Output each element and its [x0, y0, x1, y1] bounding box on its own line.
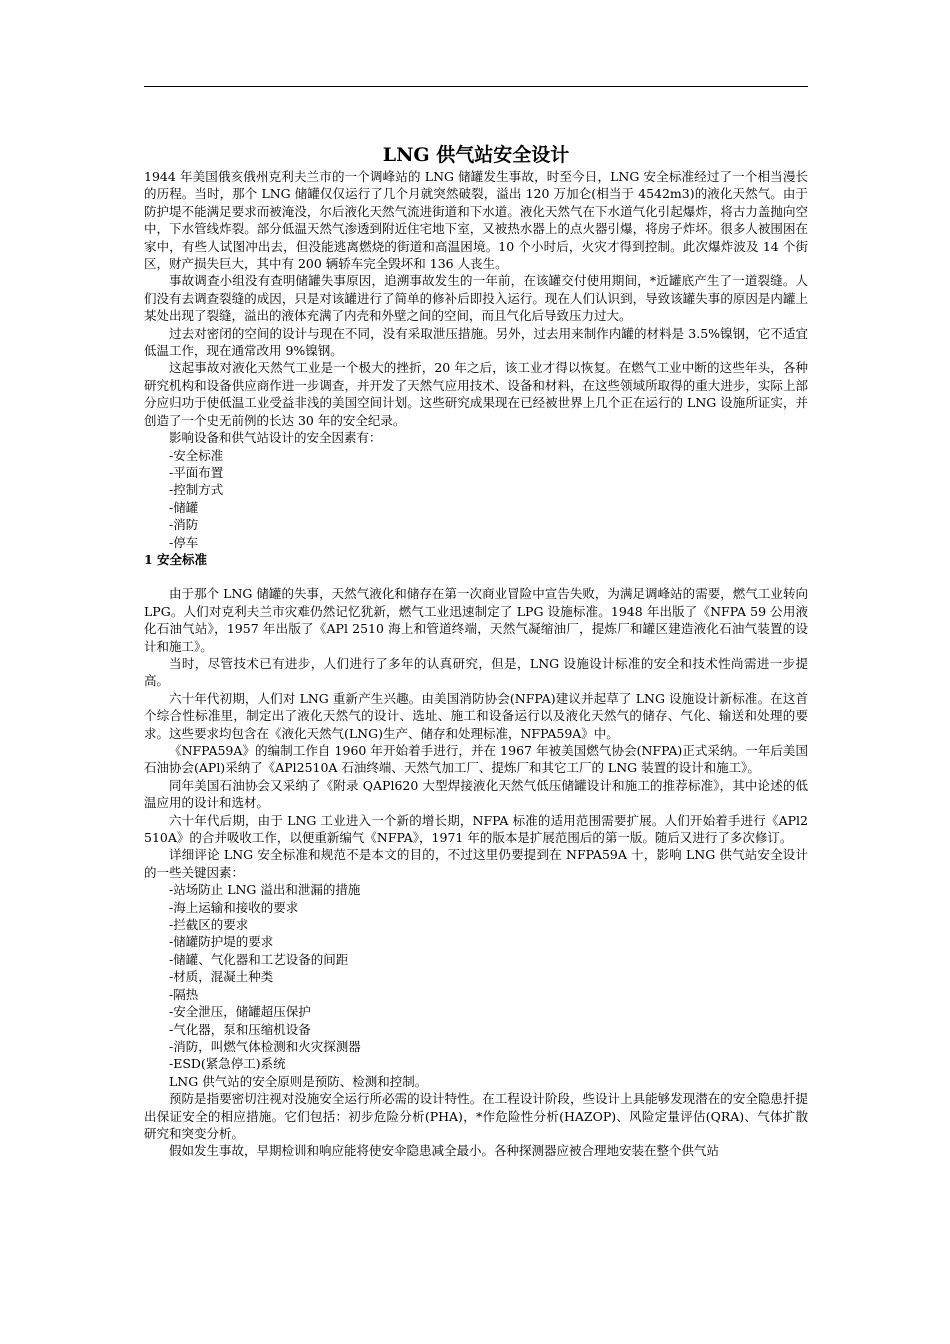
- section-paragraph-5: 同年美国石油协会又采纳了《附录 QAPl620 大型焊接液化天然气低压储罐设计和施工的推荐标准》，其中论述的低温应用的设计和选材。: [144, 777, 808, 811]
- section-paragraph-4: 《NFPA59A》的编制工作自 1960 年开始着手进行，并在 1967 年被美国燃气协会(NFPA)正式采纳。一年后美国石油协会(APl)采纳了《APl2510A 石油终端、天然气加工厂、提炼厂和其它工厂的 LNG 装置的设计和施工》。: [144, 743, 808, 776]
- list-item: -气化器，泵和压缩机设备: [169, 1021, 311, 1037]
- intro-paragraph-1: 1944 年美国俄亥俄州克利夫兰市的一个调峰站的 LNG 储罐发生事故，时至今日，LNG 安全标准经过了一个相当漫长的历程。当时，那个 LNG 储罐仅仅运行了几个月就突然破裂，溢出 120 万加仑(相当于 4542m3)的液化天然气。由于防护堤不能满足要求而被淹没，尔后液化天然气流进街道和下水道。液化天然气在下水道气化引起爆炸，将古力盖抛向空中，下水管线炸裂。部分低温天然气渗透到附近住宅地下室，又被热水器上的点火器引爆，将房子炸坏。很多人被围困在家中，有些人试图冲出去，但没能逃离燃烧的街道和高温困境。10 个小时后，火灾才得到控制。此次爆炸波及 14 个街区，财产损失巨大，其中有 200 辆轿车完全毁坏和 136 人丧生。: [144, 169, 808, 272]
- closing-paragraph-2: 预防是指要密切注视对没施安全运行所必需的设计特性。在工程设计阶段，些设计上具能够发现潜在的安全隐患扦提出保证安全的相应措施。它们包括：初步危险分析(PHA)，*作危险性分析(HAZOP)、风险定量评估(QRA)、气体扩散研究和突变分析。: [144, 1091, 808, 1141]
- list-item: -储罐防护堤的要求: [169, 934, 274, 950]
- section-paragraph-2: 当时，尽管技术已有进步，人们进行了多年的认真研究，但是，LNG 设施设计标准的安全和技术性尚需进一步提高。: [144, 655, 808, 689]
- key-factor-list: [144, 881, 808, 1072]
- safety-factor-list: [144, 447, 808, 551]
- list-item: -安全标准: [169, 447, 224, 463]
- list-item: -消防，叫燃气体检测和火灾探测器: [169, 1038, 361, 1054]
- list-item: -储罐、气化器和工艺设备的间距: [169, 951, 349, 967]
- list-item: -站场防止 LNG 溢出和泄漏的措施: [169, 882, 361, 898]
- intro-paragraph-2: 事故调查小组没有查明储罐失事原因，追溯事故发生的一年前，在该罐交付使用期间，*近罐底产生了一道裂缝。人们没有去调查裂缝的成因，只是对该罐进行了简单的修补后即投入运行。现在人们认识到，导致该罐失事的原因是内罐上某处出现了裂缝，溢出的液体充满了内壳和外壁之间的空间，而且气化后导致压力过大。: [144, 273, 808, 324]
- list-item: -安全泄压，储罐超压保护: [169, 1004, 311, 1020]
- header-rule: [144, 86, 808, 87]
- intro-paragraph-3: 过去对密闭的空间的设计与现在不同，没有采取泄压措施。另外，过去用来制作内罐的材料是 3.5%镍钢，它不适宜低温工作，现在通常改用 9%镍钢。: [144, 325, 808, 359]
- page-title: LNG 供气站安全设计: [382, 144, 570, 166]
- closing-paragraph-1: LNG 供气站的安全原则是预防、检测和控制。: [169, 1073, 428, 1089]
- closing-paragraph-3: 假如发生事故，早期检训和响应能将使安伞隐患减全最小。各种探测器应被合理地安装在整个供气站: [169, 1143, 720, 1159]
- list-item: -隔热: [169, 986, 199, 1002]
- section-gap: [144, 568, 808, 585]
- list-item: -材质，混凝土种类: [169, 969, 274, 985]
- section-paragraph-6: 六十年代后期，由于 LNG 工业进入一个新的增长期，NFPA 标准的适用范围需要扩展。人们开始着手进行《APl2510A》的合并吸收工作，以便重新编气《NFPA》，1971 年的版本是扩展范围后的第一版。随后又进行了多次修订。: [144, 812, 808, 846]
- list-item: -储罐: [169, 499, 199, 515]
- list-item: -海上运输和接收的要求: [169, 899, 299, 915]
- document-body: [144, 142, 808, 1160]
- list-item: -控制方式: [169, 482, 224, 498]
- section-heading: 1 安全标准: [144, 551, 208, 567]
- section-paragraph-7: 详细评论 LNG 安全标准和规范不是本文的目的，不过这里仍要提到在 NFPA59A 十，影响 LNG 供气站安全设计的一些关键因素：: [144, 847, 808, 880]
- list-item: -ESD(紧急停工)系统: [169, 1056, 286, 1072]
- section-paragraph-1: 由于那个 LNG 储罐的失事，天然气液化和储存在第一次商业冒险中宣告失败，为满足调峰站的需要，燃气工业转向 LPG。人们对克利夫兰市灾难仍然记忆犹新，燃气工业迅速制定了 LPG 设施标准。1948 年出版了《NFPA 59 公用液化石油气站》，1957 年出版了《APl 2510 海上和管道终端，天然气凝缩油厂，提炼厂和罐区建造液化石油气装置的设计和施工》。: [144, 586, 808, 654]
- list-item: -拦截区的要求: [169, 917, 249, 933]
- list-item: -平面布置: [169, 464, 224, 480]
- list-item: -消防: [169, 517, 199, 533]
- section-paragraph-3: 六十年代初期，人们对 LNG 重新产生兴趣。由美国消防协会(NFPA)建议并起草了 LNG 设施设计新标准。在这首个综合性标准里，制定出了液化天然气的设计、选址、施工和设备运行以及液化天然气的储存、气化、输送和处理的要求。这些要求均包含在《液化天然气(LNG)生产、储存和处理标准，NFPA59A》中。: [144, 690, 808, 741]
- intro-paragraph-4: 这起事故对液化天然气工业是一个极大的挫折，20 年之后，该工业才得以恢复。在燃气工业中断的这些年头，各种研究机构和设备供应商作进一步调查，并开发了天然气应用技术、设备和材料，在这些领域所取得的重大进步，实际上部分应归功于使低温工业受益非浅的美国空间计划。这些研究成果现在已经被世界上几个正在运行的 LNG 设施所证实，并创造了一个史无前例的长达 30 年的安全纪录。: [144, 360, 808, 428]
- intro-paragraph-5: 影响设备和供气站设计的安全因素有：: [169, 430, 382, 446]
- list-item: -停车: [169, 534, 199, 550]
